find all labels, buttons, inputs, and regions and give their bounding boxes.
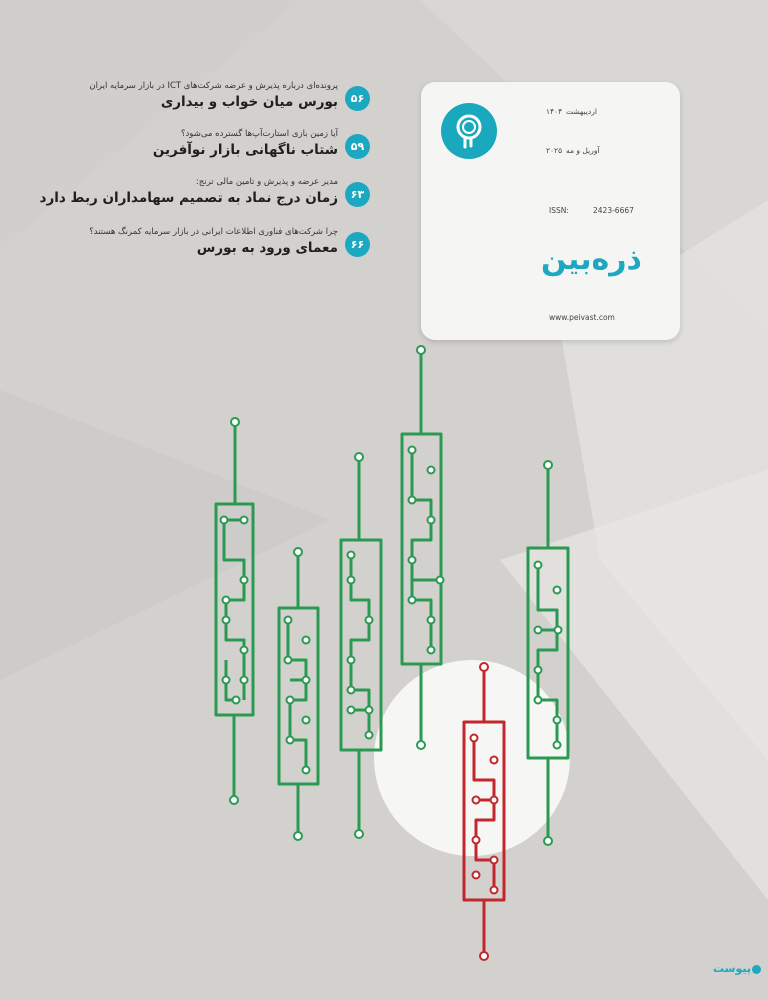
toc-subtitle: آیا زمین بازی استارت‌آپ‌ها گسترده می‌شود؟ [181, 129, 338, 139]
issue-month: اردیبهشت [566, 107, 597, 116]
page-number-badge: ۵۶ [345, 86, 370, 111]
green-candle [341, 457, 381, 834]
section-title: ذره‌بین [541, 242, 642, 277]
issue-month-en: آوریل و مه [566, 146, 600, 155]
page-number-badge: ۶۶ [345, 232, 370, 257]
green-candle [279, 552, 318, 836]
toc-title: شتاب ناگهانی بازار نوآفرین [152, 142, 338, 158]
green-candle [216, 422, 253, 800]
issn-value: 2423-6667 [593, 206, 634, 215]
toc-title: بورس میان خواب و بیداری [160, 94, 338, 110]
green-candle [528, 465, 568, 841]
toc-subtitle: مدیر عرضه و پذیرش و تامین مالی ترنج: [195, 177, 338, 187]
issn-label: ISSN: [549, 206, 569, 215]
toc-title: معمای ورود به بورس [196, 240, 338, 256]
publisher-logo: پیوست [713, 962, 751, 975]
website-url: www.peivast.com [549, 313, 615, 322]
issue-year: ۱۴۰۴ [546, 107, 563, 116]
issue-year-en: ۲۰۲۵ [546, 146, 563, 155]
page-number-badge: ۵۹ [345, 134, 370, 159]
brand-dot-icon [752, 965, 761, 974]
toc-subtitle: چرا شرکت‌های فناوری اطلاعات ایرانی در بازار سرمایه کمرنگ هستند؟ [89, 227, 338, 237]
toc-title: زمان درج نماد به تصمیم سهامداران ربط دارد [39, 190, 338, 206]
red-candle [464, 667, 504, 956]
page-number-badge: ۶۳ [345, 182, 370, 207]
toc-subtitle: پرونده‌ای درباره پذیرش و عرضه شرکت‌های ICT در بازار سرمایه ایران [89, 81, 338, 91]
green-candle [402, 350, 441, 745]
